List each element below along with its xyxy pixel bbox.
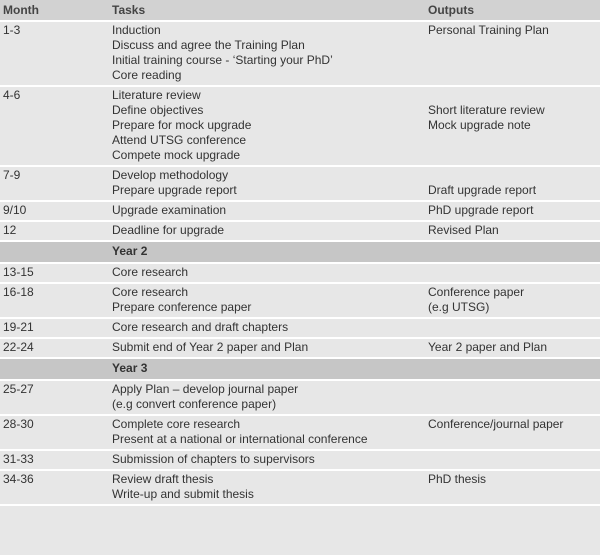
output-line <box>428 452 596 467</box>
output-line <box>428 432 596 447</box>
output-line <box>428 38 596 53</box>
task-line: (e.g convert conference paper) <box>112 397 277 411</box>
outputs-cell <box>424 470 600 505</box>
task-line: Define objectives <box>112 103 204 117</box>
table-row <box>0 415 600 450</box>
table-row <box>0 21 600 86</box>
task-line: Submit end of Year 2 paper and Plan <box>112 340 309 354</box>
table-row <box>0 470 600 505</box>
output-line: Mock upgrade note <box>428 118 531 132</box>
outputs-cell <box>424 166 600 201</box>
month-cell: 16-18 <box>0 283 108 318</box>
month-cell: 34-36 <box>0 470 108 505</box>
task-line: Present at a national or international conference <box>112 432 368 446</box>
tasks-cell <box>108 450 424 470</box>
task-line: Prepare for mock upgrade <box>112 118 252 132</box>
task-line: Write-up and submit thesis <box>112 487 254 501</box>
tasks-cell <box>108 415 424 450</box>
tasks-cell <box>108 263 424 283</box>
year-section-row <box>0 358 600 380</box>
task-line: Initial training course - ‘Starting your PhD’ <box>112 53 333 67</box>
task-line: Literature review <box>112 88 201 102</box>
output-line <box>428 265 596 280</box>
output-line <box>428 168 596 183</box>
outputs-cell <box>424 221 600 241</box>
tasks-cell <box>108 201 424 221</box>
output-line <box>428 148 596 163</box>
task-line: Prepare upgrade report <box>112 183 237 197</box>
tasks-cell <box>108 380 424 415</box>
tasks-cell <box>108 86 424 166</box>
outputs-cell <box>424 415 600 450</box>
task-line: Upgrade examination <box>112 203 227 217</box>
output-line <box>428 88 596 103</box>
task-line: Complete core research <box>112 417 241 431</box>
table-row <box>0 283 600 318</box>
table-row <box>0 450 600 470</box>
table-row <box>0 86 600 166</box>
task-line: Core research <box>112 265 189 279</box>
output-line: (e.g UTSG) <box>428 300 490 314</box>
outputs-cell <box>424 380 600 415</box>
month-cell: 25-27 <box>0 380 108 415</box>
outputs-cell <box>424 86 600 166</box>
month-cell: 19-21 <box>0 318 108 338</box>
output-line: Personal Training Plan <box>428 23 549 37</box>
year-section-label: Year 2 <box>108 241 600 263</box>
task-line: Induction <box>112 23 161 37</box>
table-body <box>0 21 600 505</box>
month-cell: 13-15 <box>0 263 108 283</box>
output-line <box>428 133 596 148</box>
table-row <box>0 338 600 358</box>
header-row <box>0 0 600 21</box>
month-cell: 12 <box>0 221 108 241</box>
task-line: Submission of chapters to supervisors <box>112 452 315 466</box>
outputs-cell <box>424 283 600 318</box>
outputs-cell <box>424 201 600 221</box>
task-line: Core research <box>112 285 189 299</box>
task-line: Discuss and agree the Training Plan <box>112 38 305 52</box>
outputs-cell <box>424 318 600 338</box>
task-line: Deadline for upgrade <box>112 223 225 237</box>
month-cell: 22-24 <box>0 338 108 358</box>
outputs-cell <box>424 21 600 86</box>
output-line <box>428 53 596 68</box>
output-line <box>428 320 596 335</box>
table-row <box>0 221 600 241</box>
column-header-outputs: Outputs <box>424 0 600 21</box>
task-line: Core reading <box>112 68 182 82</box>
column-header-tasks: Tasks <box>108 0 424 21</box>
output-line <box>428 487 596 502</box>
outputs-cell <box>424 263 600 283</box>
month-cell: 28-30 <box>0 415 108 450</box>
table-row <box>0 318 600 338</box>
output-line <box>428 68 596 83</box>
year-section-row <box>0 241 600 263</box>
tasks-cell <box>108 283 424 318</box>
task-line: Apply Plan – develop journal paper <box>112 382 299 396</box>
table-row <box>0 380 600 415</box>
task-line: Attend UTSG conference <box>112 133 247 147</box>
month-cell: 9/10 <box>0 201 108 221</box>
output-line: Year 2 paper and Plan <box>428 340 547 354</box>
output-line: Short literature review <box>428 103 545 117</box>
month-cell: 1-3 <box>0 21 108 86</box>
output-line: PhD upgrade report <box>428 203 534 217</box>
month-cell: 4-6 <box>0 86 108 166</box>
table-row <box>0 263 600 283</box>
output-line: PhD thesis <box>428 472 487 486</box>
year-section-spacer <box>0 358 108 380</box>
task-line: Compete mock upgrade <box>112 148 241 162</box>
table-row <box>0 201 600 221</box>
task-line: Core research and draft chapters <box>112 320 289 334</box>
tasks-cell <box>108 166 424 201</box>
outputs-cell <box>424 450 600 470</box>
tasks-cell <box>108 338 424 358</box>
column-header-month: Month <box>0 0 108 21</box>
month-cell: 31-33 <box>0 450 108 470</box>
output-line: Draft upgrade report <box>428 183 537 197</box>
task-line: Review draft thesis <box>112 472 214 486</box>
tasks-cell <box>108 318 424 338</box>
task-line: Develop methodology <box>112 168 229 182</box>
year-section-label: Year 3 <box>108 358 600 380</box>
output-line <box>428 397 596 412</box>
output-line: Conference/journal paper <box>428 417 564 431</box>
outputs-cell <box>424 338 600 358</box>
year-section-spacer <box>0 241 108 263</box>
table-row <box>0 166 600 201</box>
output-line: Conference paper <box>428 285 525 299</box>
month-cell: 7-9 <box>0 166 108 201</box>
tasks-cell <box>108 21 424 86</box>
output-line: Revised Plan <box>428 223 499 237</box>
output-line <box>428 382 596 397</box>
tasks-cell <box>108 221 424 241</box>
tasks-cell <box>108 470 424 505</box>
task-line: Prepare conference paper <box>112 300 252 314</box>
